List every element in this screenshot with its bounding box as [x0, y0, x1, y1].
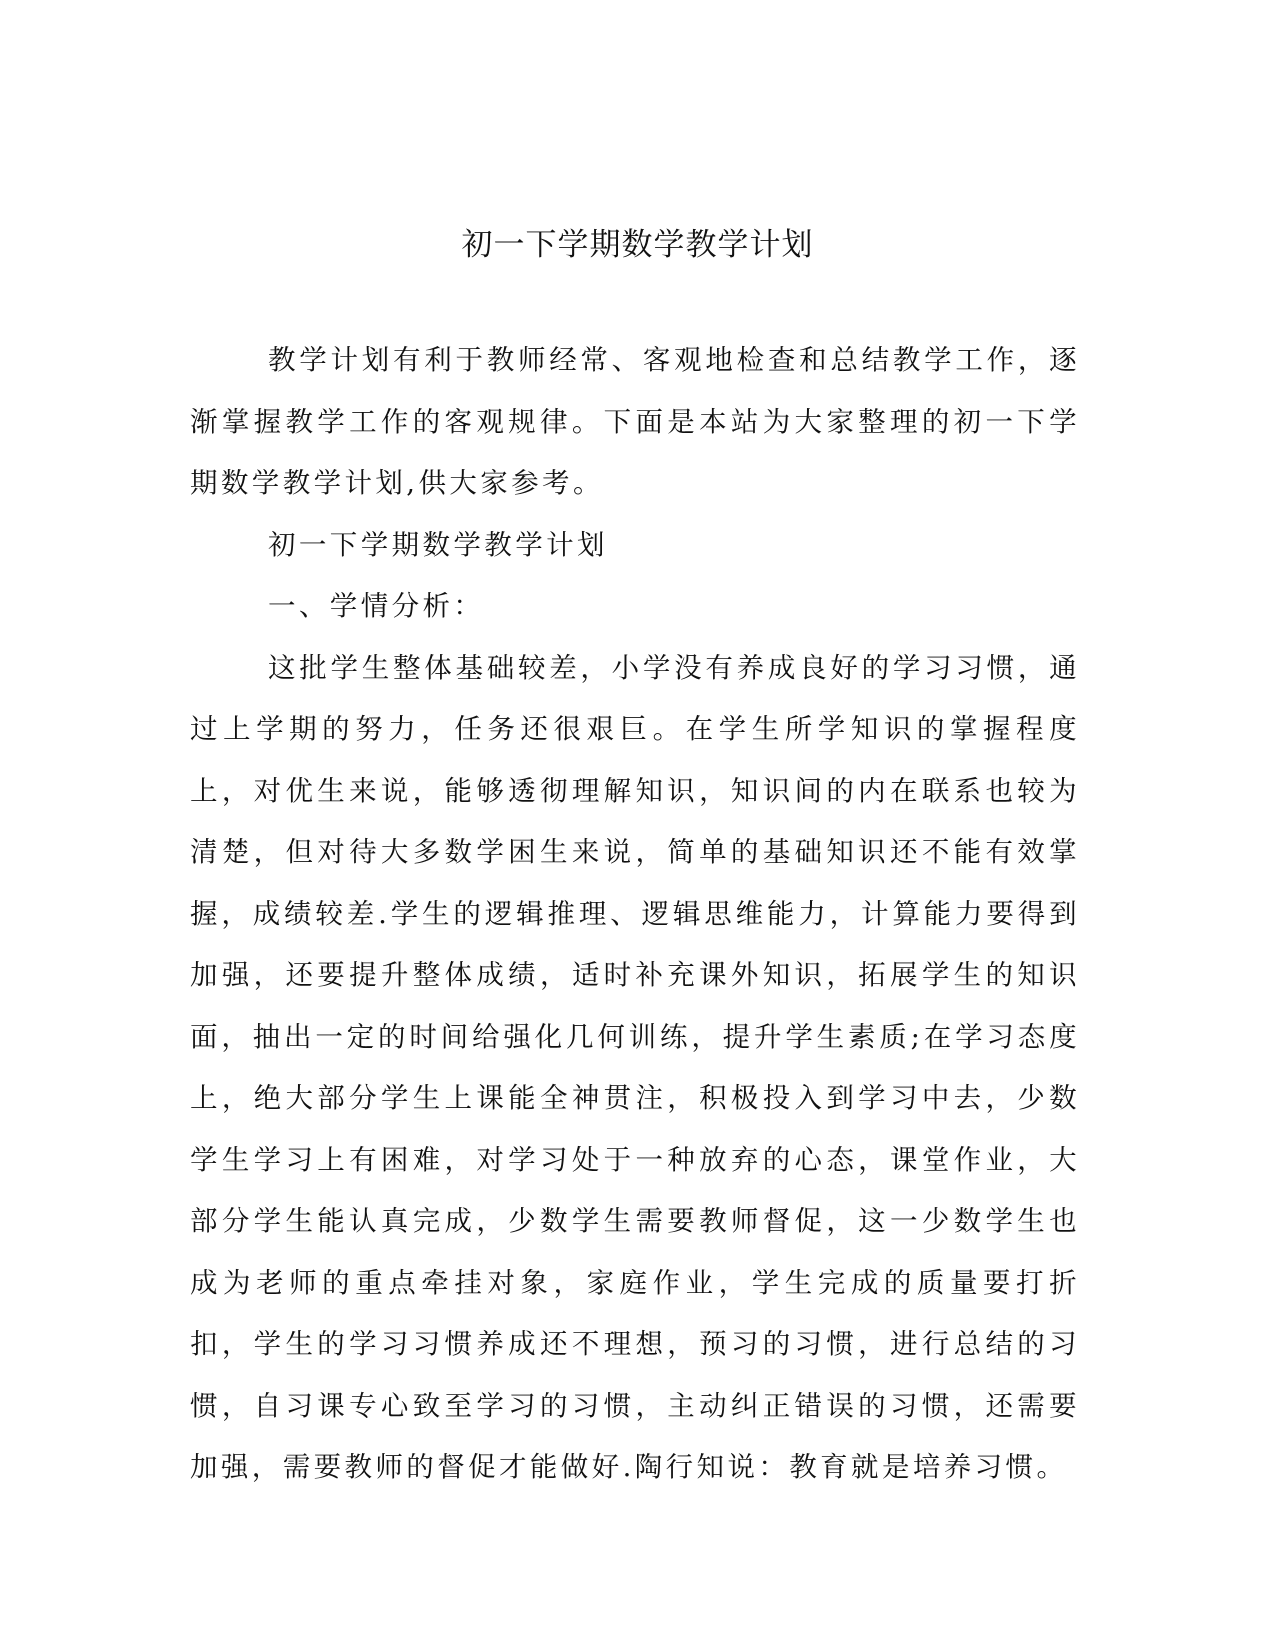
page-title: 初一下学期数学教学计划 — [461, 226, 814, 263]
section-heading: 初一下学期数学教学计划 — [268, 528, 608, 561]
subsection-heading: 一、学情分析： — [268, 590, 485, 622]
intro-paragraph: 教学计划有利于教师经常、客观地检查和总结教学工作，逐渐掌握教学工作的客观规律。下面是本站为大家整理的初一下学期数学教学计划,供大家参考。 — [190, 344, 1080, 499]
analysis-paragraph: 这批学生整体基础较差，小学没有养成良好的学习习惯，通过上学期的努力，任务还很艰巨。在学生所学知识的掌握程度上，对优生来说，能够透彻理解知识，知识间的内在联系也较为清楚，但对待大多数学困生来说，简单的基础知识还不能有效掌握，成绩较差.学生的逻辑推理、逻辑思维能力，计算能力要得到加强，还要提升整体成绩，适时补充课外知识，拓展学生的知识面，抽出一定的时间给强化几何训练，提升学生素质;在学习态度上，绝大部分学生上课能全神贯注，积极投入到学习中去，少数学生学习上有困难，对学习处于一种放弃的心态，课堂作业，大部分学生能认真完成，少数学生需要教师督促，这一少数学生也成为老师的重点牵挂对象，家庭作业，学生完成的质量要打折扣，学生的学习习惯养成还不理想，预习的习惯，进行总结的习惯，自习课专心致至学习的习惯，主动纠正错误的习惯，还需要加强，需要教师的督促才能做好.陶行知说：教育就是培养习惯。 — [190, 651, 1080, 1483]
document-body — [190, 330, 1080, 1499]
